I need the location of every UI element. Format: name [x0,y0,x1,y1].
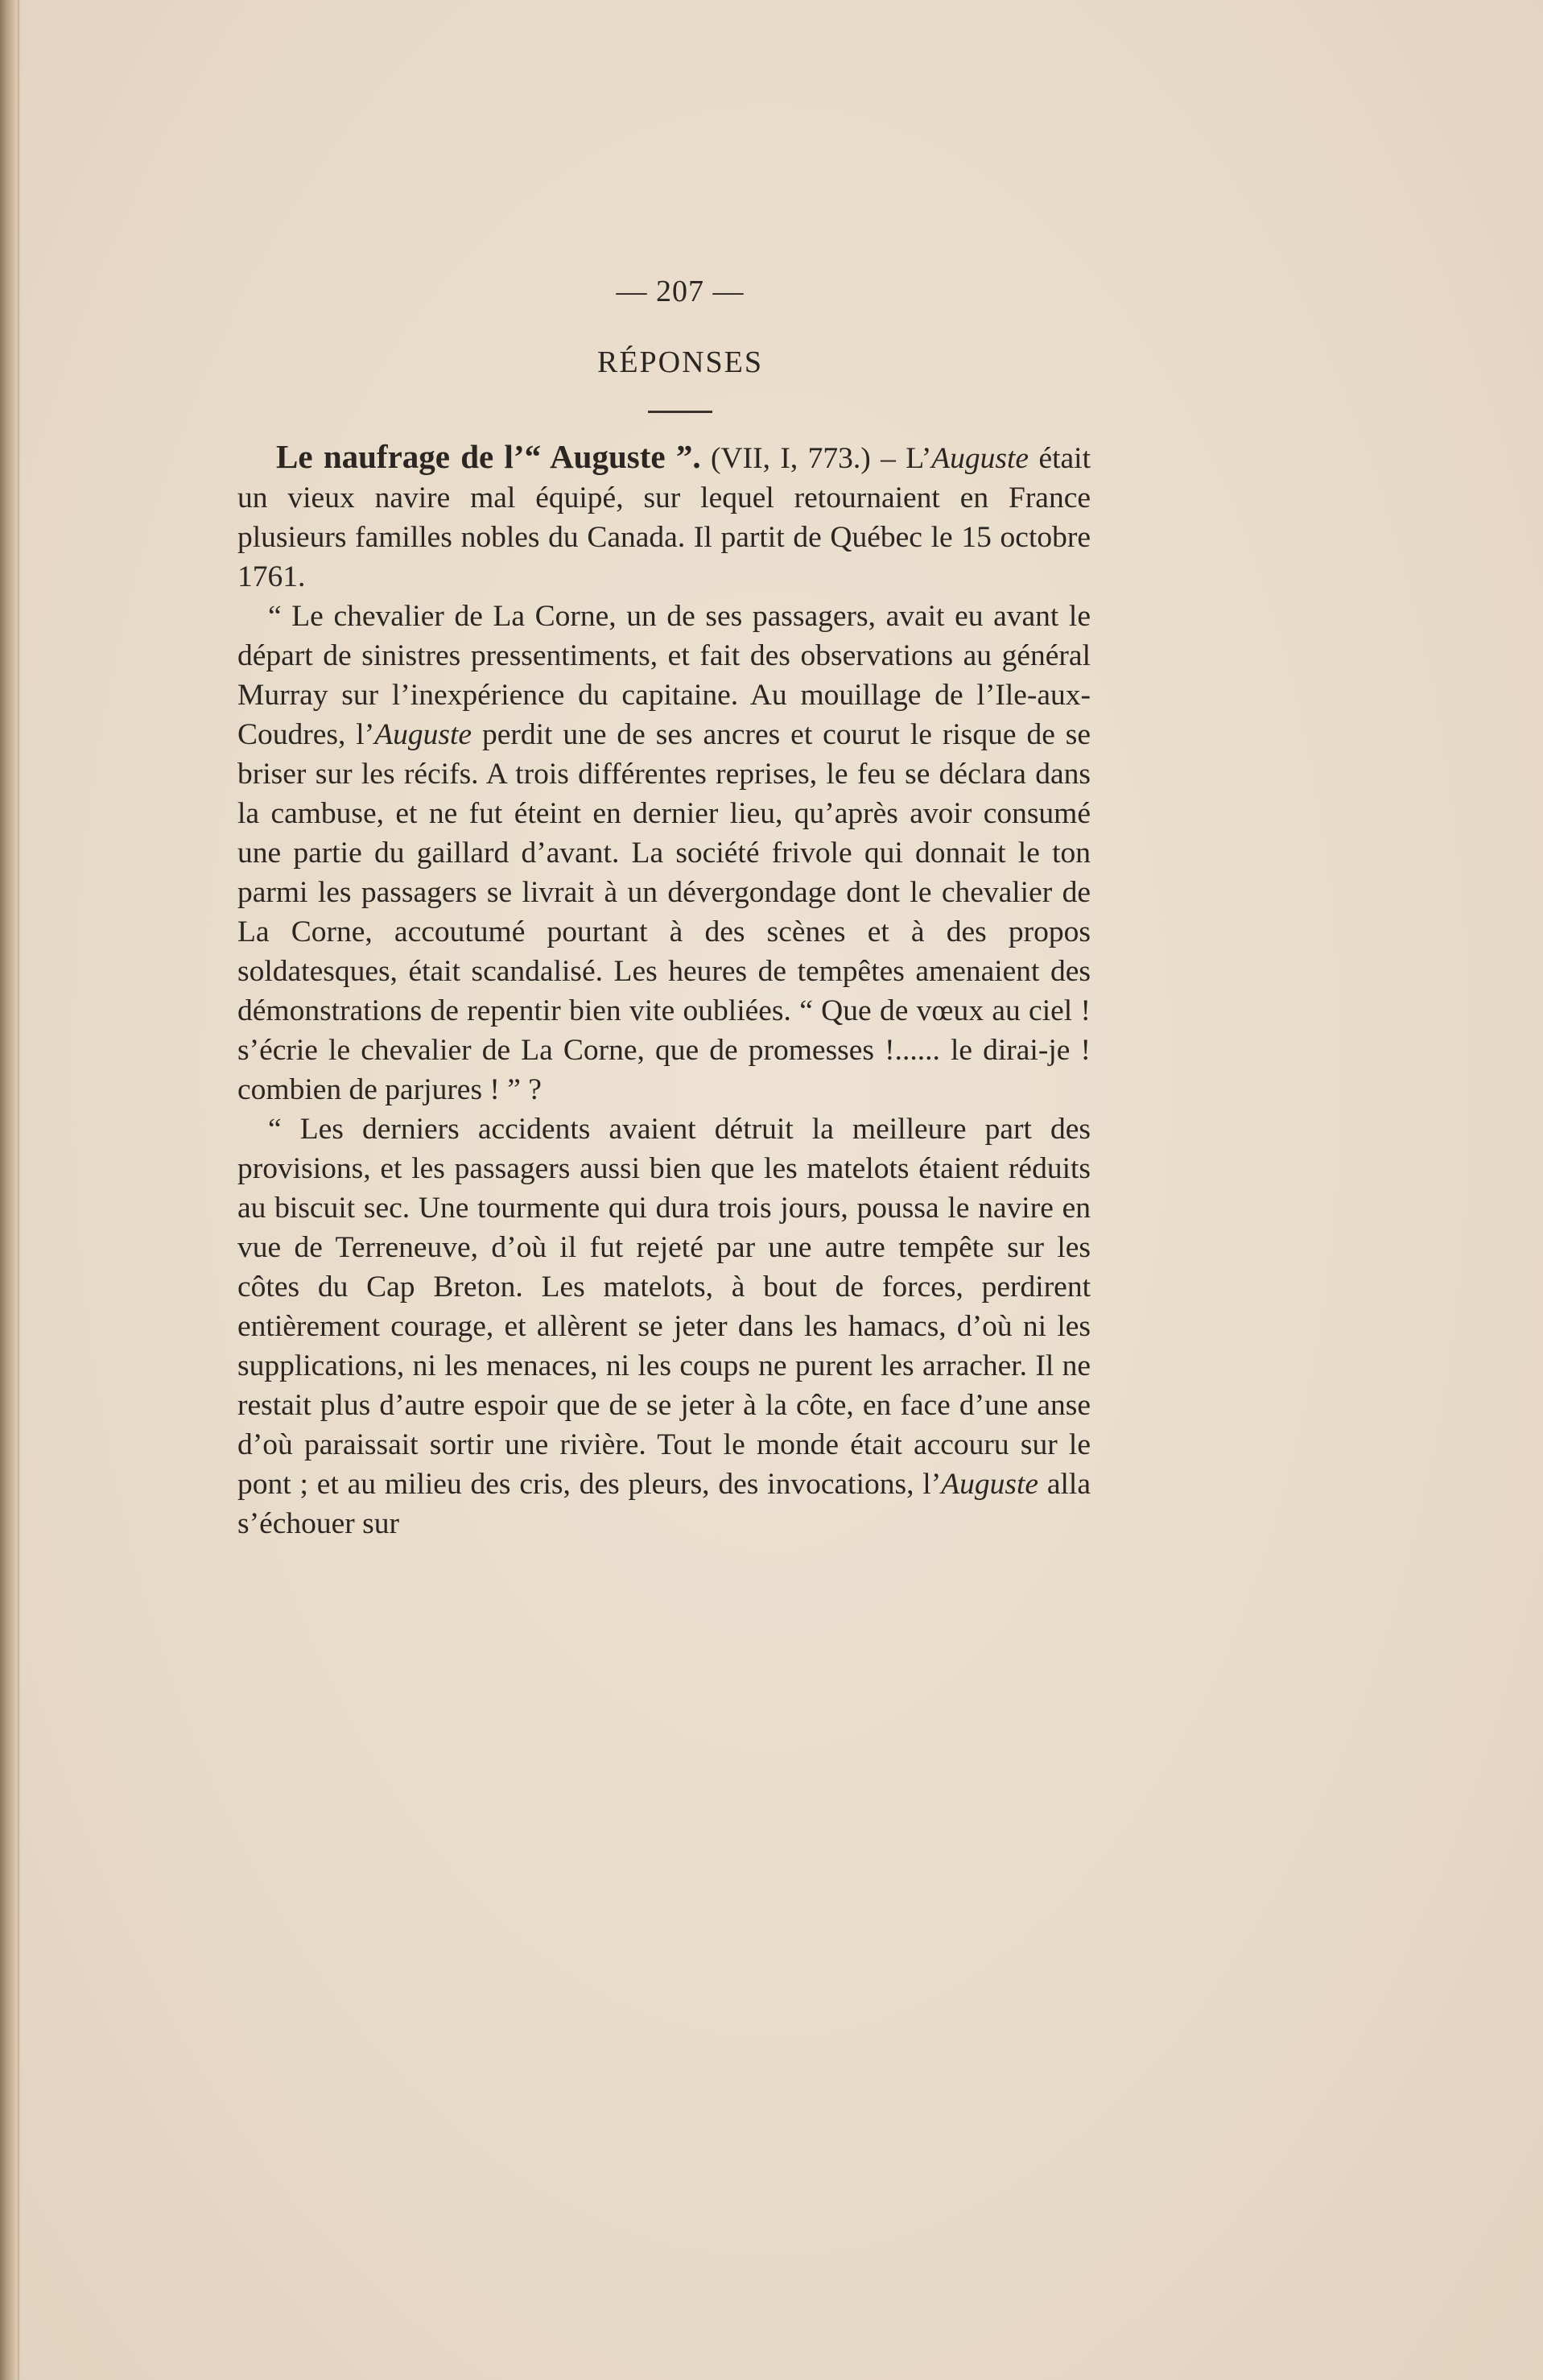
section-title: RÉPONSES [596,345,764,379]
paragraph-2-text-b: perdit une de ses ancres et courut le risque de se briser sur les récifs. A trois différentes reprises, le feu se déclara dans la cambuse, et ne fut éteint en dernier lieu, qu’après avoir consumé une partie du gaillard d’avant. La société frivole qui donnait le ton parmi les passagers se livrait à un dévergondage dont le chevalier de La Corne, accoutumé pourtant à des scènes et à des propos soldatesques, était scandalisé. Les heures de tempêtes amenaient des démonstrations de repentir bien vite oubliées. “ Que de vœux au ciel ! s’écrie le chevalier de La Corne, que de promesses !...... le dirai-je ! combien de parjures ! ” ? [237,718,1091,1106]
paragraph-3 [237,1109,1091,1543]
paragraph-1-text: était un vieux navire mal équipé, sur lequel retournaient en France plusieurs familles nobles du Canada. Il partit de Québec le 15 octobre 1761. [237,442,1091,593]
ship-name: Auguste [931,442,1029,475]
ship-name: Auguste [941,1468,1039,1501]
paragraph-3-text-a: “ Les derniers accidents avaient détruit la meilleure part des provisions, et les passagers aussi bien que les matelots étaient réduits au biscuit sec. Une tourmente qui dura trois jours, poussa le navire en vue de Terreneuve, d’où il fut rejeté par une autre tempête sur les côtes du Cap Breton. Les matelots, à bout de forces, perdirent entièrement courage, et allèrent se jeter dans les hamacs, d’où ni les supplications, ni les menaces, ni les coups ne purent les arracher. Il ne restait plus d’autre espoir que de se jeter à la côte, en face d’une anse d’où paraissait sortir une rivière. Tout le monde était accouru sur le pont ; et au milieu des cris, des pleurs, des invocations, l’ [237,1113,1091,1501]
paragraph-1 [237,437,1091,597]
article-reference: (VII, I, 773.) – [700,442,906,475]
paragraph-1-lead: L’ [906,442,932,475]
paragraph-3-text-b: alla s’échouer sur [237,1468,1091,1540]
article-title: Le naufrage de l’“ Auguste ”. [276,438,701,475]
paragraph-2-text-a: “ Le chevalier de La Corne, un de ses passagers, avait eu avant le départ de sinistres pressentiments, et fait des observations au général Murray sur l’inexpérience du capitaine. Au mouillage de l’Ile-aux-Coudres, l’ [237,600,1091,751]
title-rule [648,411,712,413]
ship-name: Auguste [374,718,472,751]
article-body [237,437,1091,1543]
page-number: — 207 — [616,275,745,308]
paragraph-2 [237,597,1091,1109]
page-edge-line [18,0,19,2380]
page-content [237,274,1091,1543]
